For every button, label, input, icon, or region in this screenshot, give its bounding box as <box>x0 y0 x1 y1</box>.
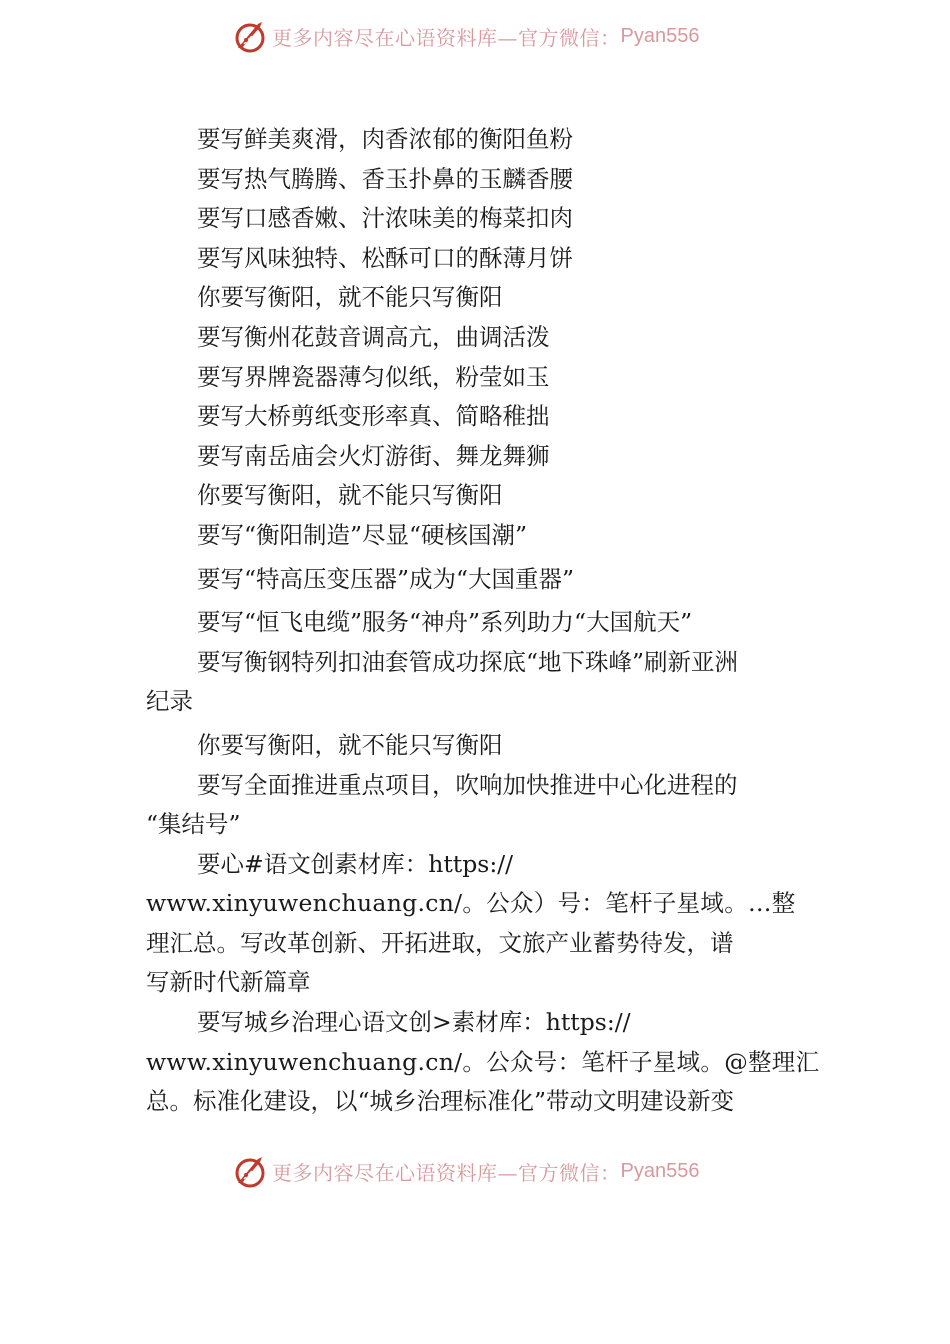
header-banner <box>0 16 950 56</box>
text-line: www.xinyuwenchuang.cn/。公众号：笔杆子星域。@整理汇 <box>146 1047 820 1076</box>
text-line: 要写“恒飞电缆”服务“神舟”系列助力“大国航天” <box>197 608 693 637</box>
text-line: 要写南岳庙会火灯游街、舞龙舞狮 <box>197 441 550 470</box>
text-line: 要写口感香嫩、汁浓味美的梅菜扣肉 <box>197 204 573 233</box>
text-line: 你要写衡阳，就不能只写衡阳 <box>197 481 503 510</box>
wechat-id: Pyan556 <box>620 1159 700 1182</box>
text-line: 要写界牌瓷器薄匀似纸，粉莹如玉 <box>197 362 550 391</box>
text-line: 你要写衡阳，就不能只写衡阳 <box>197 730 503 759</box>
text-line: 要写全面推进重点项目，吹响加快推进中心化进程的 <box>197 770 738 799</box>
text-line: 要写衡州花鼓音调高亢，曲调活泼 <box>197 322 550 351</box>
text-line: 要心#语文创素材库：https:// <box>197 849 514 878</box>
text-line: 要写大桥剪纸变形率真、简略稚拙 <box>197 402 550 431</box>
wechat-id: Pyan556 <box>620 24 700 47</box>
text-line: 你要写衡阳，就不能只写衡阳 <box>197 283 503 312</box>
text-line: 要写鲜美爽滑，肉香浓郁的衡阳鱼粉 <box>197 125 573 153</box>
quill-pen-logo-icon <box>232 1153 268 1189</box>
quill-pen-logo-icon <box>232 18 268 54</box>
banner-text: 更多内容尽在心语资料库—官方微信： <box>272 25 621 50</box>
text-line: www.xinyuwenchuang.cn/。公众）号：笔杆子星域。…整 <box>146 889 796 918</box>
footer-banner <box>0 1151 950 1191</box>
text-line: 理汇总。写改革创新、开拓进取，文旅产业蓄势待发，谱 <box>146 928 734 957</box>
text-line: 要写衡钢特列扣油套管成功探底“地下珠峰”刷新亚洲 <box>197 647 739 676</box>
text-line: 总。标准化建设，以“城乡治理标准化”带动文明建设新变 <box>146 1087 735 1116</box>
text-line: 写新时代新篇章 <box>146 968 311 997</box>
text-line: 要写风味独特、松酥可口的酥薄月饼 <box>197 243 573 272</box>
text-line: 要写城乡治理心语文创>素材库：https:// <box>197 1008 631 1037</box>
text-line: 要写“衡阳制造”尽显“硬核国潮” <box>197 520 528 549</box>
text-line: “集结号” <box>146 810 241 839</box>
text-line: 要写“特高压变压器”成为“大国重器” <box>197 564 575 593</box>
document-body <box>146 120 820 1122</box>
banner-text: 更多内容尽在心语资料库—官方微信： <box>272 1160 621 1185</box>
text-line: 要写热气腾腾、香玉扑鼻的玉麟香腰 <box>197 164 573 193</box>
text-line: 纪录 <box>146 687 193 716</box>
